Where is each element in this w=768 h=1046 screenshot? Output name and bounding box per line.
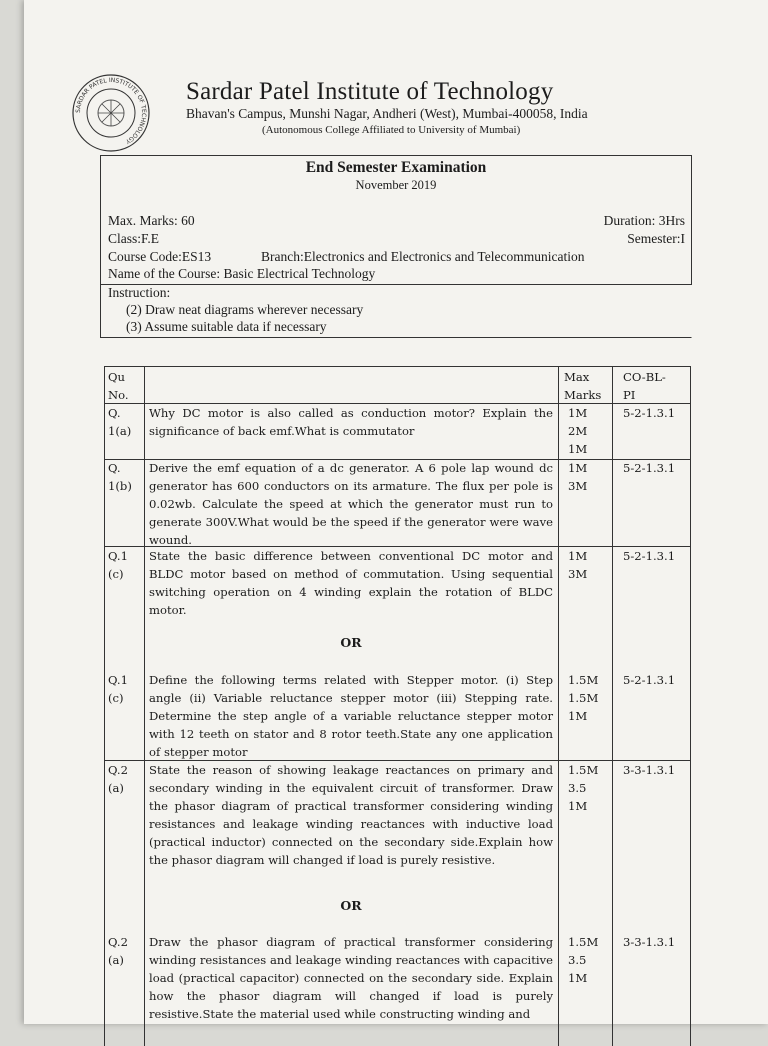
instruction-heading: Instruction: bbox=[108, 285, 171, 300]
question-co-bl-pi: 5-2-1.3.1 bbox=[623, 549, 676, 563]
question-text: Draw the phasor diagram of practical transformer considering winding resistances and leakage winding reactances with capacitive load (practical capacitor) connected on the secondary side. Explain how the phasor diagram will changed if load is purely resistive.State the material used while constructing winding and bbox=[149, 935, 553, 1021]
exam-paper bbox=[24, 0, 768, 1024]
question-co-bl-pi: 5-2-1.3.1 bbox=[623, 673, 676, 687]
question-table bbox=[104, 366, 694, 1046]
question-marks: 1.5M 1.5M 1M bbox=[568, 673, 599, 723]
header-co-bl-pi: CO-BL- PI bbox=[623, 370, 666, 402]
exam-date: November 2019 bbox=[355, 178, 437, 192]
duration: Duration: 3Hrs bbox=[603, 213, 685, 228]
question-co-bl-pi: 3-3-1.3.1 bbox=[623, 763, 676, 777]
question-co-bl-pi: 3-3-1.3.1 bbox=[623, 935, 676, 949]
question-marks: 1M 3M bbox=[568, 549, 588, 581]
question-text: State the basic difference between conventional DC motor and BLDC motor based on method of commutation. Using sequential switching operation on 4 winding explain the rotation of BLDC motor. bbox=[149, 549, 553, 617]
institute-name: Sardar Patel Institute of Technology bbox=[186, 78, 554, 105]
class-label: Class:F.E bbox=[108, 231, 160, 246]
question-number: Q.1 (c) bbox=[108, 673, 128, 705]
question-number: Q.2 (a) bbox=[108, 935, 128, 967]
branch-label: Branch:Electronics and Electronics and Telecommunication bbox=[261, 249, 585, 264]
institute-address: Bhavan's Campus, Munshi Nagar, Andheri (West), Mumbai-400058, India bbox=[186, 106, 588, 121]
class-semester-row bbox=[108, 231, 685, 247]
question-number: Q.1 (c) bbox=[108, 549, 128, 581]
question-text: Why DC motor is also called as conduction motor? Explain the significance of back emf.What is commutator bbox=[149, 406, 553, 438]
header-max-marks: Max Marks bbox=[564, 370, 602, 402]
question-text: State the reason of showing leakage reactances on primary and secondary winding in the equivalent circuit of transformer. Draw the phasor diagram of practical transformer considering winding resistances and leakage winding reactances with inductive load (practical inductor) connected on the secondary side.Explain how the phasor diagram will changed if load is purely resistive. bbox=[149, 763, 553, 867]
marks-duration-row bbox=[108, 213, 685, 229]
question-text: Derive the emf equation of a dc generator. A 6 pole lap wound dc generator has 600 conductors on its armature. The flux per pole is 0.02wb. Calculate the speed at which the generator must run to generate 300V.What would be the speed if the generator were wave wound. bbox=[149, 461, 553, 547]
max-marks: Max. Marks: 60 bbox=[108, 213, 195, 228]
instruction-box bbox=[100, 283, 692, 338]
institute-seal-icon bbox=[70, 72, 152, 154]
instruction-item: (3) Assume suitable data if necessary bbox=[126, 319, 327, 334]
question-co-bl-pi: 5-2-1.3.1 bbox=[623, 406, 676, 420]
question-number: Q.2 (a) bbox=[108, 763, 128, 795]
question-marks: 1.5M 3.5 1M bbox=[568, 763, 599, 813]
question-marks: 1M 3M bbox=[568, 461, 588, 493]
instruction-item: (2) Draw neat diagrams wherever necessary bbox=[126, 302, 364, 317]
question-text: Define the following terms related with Stepper motor. (i) Step angle (ii) Variable reluctance stepper motor (iii) Stepping rate. Determine the step angle of a variable reluctance stepper motor with 12 teeth on stator and 8 rotor teeth.State any one application of stepper motor bbox=[149, 673, 553, 759]
question-number: Q. 1(b) bbox=[108, 461, 132, 493]
question-number: Q. 1(a) bbox=[108, 406, 132, 438]
question-marks: 1M 2M 1M bbox=[568, 406, 588, 456]
question-co-bl-pi: 5-2-1.3.1 bbox=[623, 461, 676, 475]
seal-text: SARDAR PATEL INSTITUTE OF TECHNOLOGY bbox=[74, 76, 148, 145]
institute-affiliation: (Autonomous College Affiliated to University of Mumbai) bbox=[262, 124, 521, 136]
or-separator: OR bbox=[340, 898, 362, 913]
course-code: Course Code:ES13 bbox=[108, 249, 212, 264]
exam-title: End Semester Examination bbox=[305, 159, 487, 176]
course-name: Name of the Course: Basic Electrical Technology bbox=[108, 266, 376, 281]
question-marks: 1.5M 3.5 1M bbox=[568, 935, 599, 985]
exam-info-box bbox=[100, 155, 692, 285]
header-qno: Qu No. bbox=[108, 370, 129, 402]
course-branch-row bbox=[108, 249, 685, 265]
semester-label: Semester:I bbox=[627, 231, 685, 246]
or-separator: OR bbox=[340, 635, 362, 650]
